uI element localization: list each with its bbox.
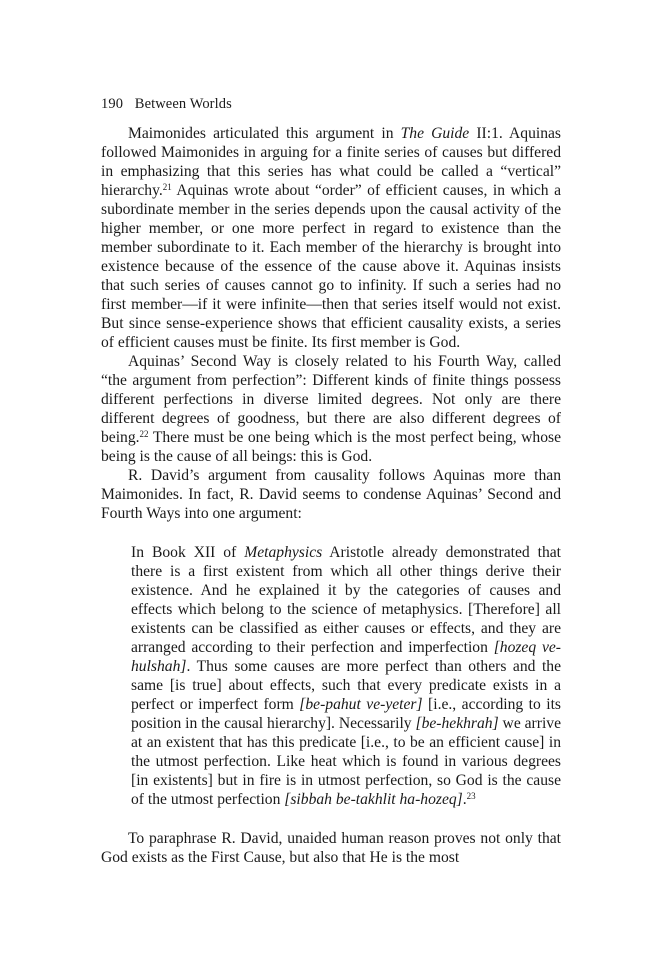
paragraph-2 [101, 352, 561, 466]
text-span: . Thus some causes are more perfect than others and the same [is true] about effects, such that every predicate exists in a perfect or imperfect form [131, 658, 561, 713]
text-span: In Book XII of [131, 544, 245, 561]
text-span: [i.e., according to its position in the causal hierarchy]. Necessarily [131, 696, 562, 732]
text-span: Aristotle already demonstrated that there is a first existent from which all other things derive their existence. And he explained it by the categories of causes and effects which belong to the science of metaphysics. [Therefore] all existents can be classified as either causes or effects, and they are arranged according to their perfection and imperfection [131, 544, 562, 656]
paragraph-1 [101, 124, 561, 352]
text-span: II:1. Aquinas followed Maimonides in arguing for a finite series of causes but differed in emphasizing that this series has what could be called a “vertical” hierarchy. [101, 125, 561, 199]
text-span: Maimonides articulated this argument in [128, 125, 401, 142]
body-text [101, 124, 561, 867]
text-span: Aquinas’ Second Way is closely related to his Fourth Way, called “the argument from perfection”: Different kinds of finite things possess different perfections in diverse limited degrees. Not only are there different degrees of goodness, but there are also different degrees of being. [101, 353, 561, 446]
paragraph-3: R. David’s argument from causality follows Aquinas more than Maimonides. In fact, R. David seems to condense Aquinas’ Second and Fourth Ways into one argument: [101, 467, 561, 522]
running-title: Between Worlds [134, 96, 232, 112]
hebrew-term: [sibbah be-takhlit ha-hozeq] [284, 791, 463, 808]
text-span: There must be one being which is the most perfect being, whose being is the cause of all beings: this is God. [101, 429, 561, 465]
text-span: we arrive at an existent that has this predicate [i.e., to be an efficient cause] in the utmost perfection. Like heat which is found in various degrees [in existents] but in fire is in utmost perfection, so God is the cause of the utmost perfection [131, 715, 561, 808]
italic-title: Metaphysics [244, 544, 323, 561]
hebrew-term: [be-hekhrah] [415, 715, 499, 732]
hebrew-term: [be-pahut ve-yeter] [299, 696, 423, 713]
quote-text [131, 543, 561, 809]
footnote-ref-21[interactable]: 21 [162, 182, 172, 192]
running-header [101, 96, 232, 113]
italic-title: The Guide [400, 125, 470, 142]
hebrew-term: [hozeq ve-hulshah] [131, 639, 561, 675]
footnote-ref-23[interactable]: 23 [466, 791, 476, 801]
text-span: Aquinas wrote about “order” of efficient causes, in which a subordinate member in the series depends upon the causal activity of the higher member, or one more perfect in regard to existence than the member subordinate to it. Each member of the hierarchy is brought into existence because of the essence of the cause above it. Aquinas insists that such series of causes cannot go to infinity. If such a series had no first member—if it were infinite—then that series itself would not exist. But since sense-experience shows that efficient causality exists, a series of efficient causes must be finite. Its first member is God. [101, 182, 561, 351]
footnote-ref-22[interactable]: 22 [139, 429, 149, 439]
paragraph-4: To paraphrase R. David, unaided human reason proves not only that God exists as the First Cause, but also that He is the most [101, 830, 561, 866]
block-quote [131, 543, 561, 809]
page-number: 190 [101, 96, 124, 112]
text-span: . [462, 791, 467, 808]
